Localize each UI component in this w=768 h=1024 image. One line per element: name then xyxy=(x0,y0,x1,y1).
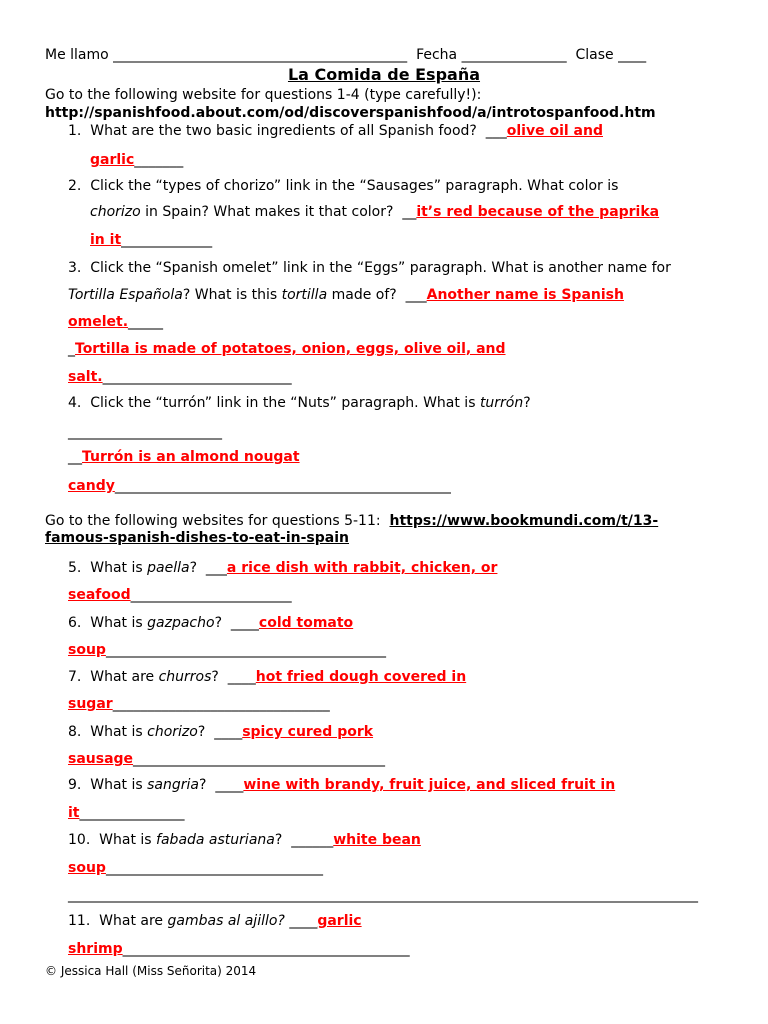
q6-answer-a: cold tomato xyxy=(258,615,354,631)
q7-lead: ____ xyxy=(227,669,256,685)
q2-tail: _____________ xyxy=(121,232,213,248)
q10-full-line: __________________________________________________________________________________________ xyxy=(68,887,698,903)
section2-instruction: Go to the following websites for questions 5-11: xyxy=(45,513,381,529)
question-2 xyxy=(68,177,618,195)
q10-tail: _______________________________ xyxy=(105,860,323,876)
q11-answer-b: shrimp xyxy=(68,941,123,957)
footer-copyright: © Jessica Hall (Miss Señorita) 2014 xyxy=(45,964,257,978)
q6-answer-line xyxy=(68,641,386,659)
q4-blank: ______________________ xyxy=(68,424,222,440)
q6-answer-b: soup xyxy=(68,642,106,658)
q10-answer-a: white bean xyxy=(333,832,421,848)
question-8 xyxy=(68,723,373,741)
q9-number: 9. xyxy=(68,777,82,793)
name-blank: __________________________________________ xyxy=(113,47,408,63)
q3-text-a: Click the “Spanish omelet” link in the “Eggs” paragraph. What is another name for xyxy=(90,260,671,276)
q6-number: 6. xyxy=(68,615,82,631)
q3-italic-1: Tortilla Española xyxy=(68,287,183,303)
q10-italic: fabada asturiana xyxy=(156,832,275,848)
q9-italic: sangria xyxy=(147,777,199,793)
q8-post: ? xyxy=(197,724,206,740)
q3-answer-line-2 xyxy=(68,340,506,358)
q4-answer-b: candy xyxy=(68,478,115,494)
q4-answer-line-1 xyxy=(68,448,300,466)
q10-post: ? xyxy=(274,832,283,848)
q2-italic: chorizo xyxy=(90,204,141,220)
q2-number: 2. xyxy=(68,178,82,194)
page-title: La Comida de España xyxy=(287,65,481,84)
q5-number: 5. xyxy=(68,560,82,576)
date-label: Fecha xyxy=(416,47,458,63)
q11-pre: What are xyxy=(99,913,164,929)
q7-italic: churros xyxy=(158,669,212,685)
q6-lead: ____ xyxy=(230,615,259,631)
q3-tail-b: _____ xyxy=(128,314,164,330)
q5-answer-b: seafood xyxy=(68,587,131,603)
q7-answer-line xyxy=(68,695,330,713)
q8-number: 8. xyxy=(68,724,82,740)
q7-post: ? xyxy=(211,669,219,685)
q2-lead: __ xyxy=(402,204,417,220)
q6-tail: ________________________________________ xyxy=(105,642,386,658)
q8-answer-b: sausage xyxy=(68,751,134,767)
q5-answer-line xyxy=(68,586,292,604)
q8-lead: ____ xyxy=(214,724,243,740)
q2-line-b xyxy=(90,203,659,221)
section1-instruction: Go to the following website for questions 1-4 (type carefully!): xyxy=(45,87,482,103)
name-label: Me llamo xyxy=(45,47,109,63)
q2-answer-line xyxy=(90,231,212,249)
q3-answer-d: salt. xyxy=(68,369,103,385)
date-blank: _______________ xyxy=(461,47,567,63)
question-1 xyxy=(68,122,603,140)
q3-answer-b: omelet. xyxy=(68,314,129,330)
q5-tail: _______________________ xyxy=(130,587,292,603)
q3-answer-line-3 xyxy=(68,368,292,386)
q11-answer-line xyxy=(68,940,410,958)
question-6 xyxy=(68,614,353,632)
q5-lead: ___ xyxy=(205,560,227,576)
q7-answer-a: hot fried dough covered in xyxy=(255,669,467,685)
section2-instruction-line xyxy=(45,512,658,530)
q1-answer-line xyxy=(90,151,183,169)
q9-pre: What is xyxy=(90,777,143,793)
q10-pre: What is xyxy=(99,832,152,848)
q5-answer-a: a rice dish with rabbit, chicken, or xyxy=(226,560,498,576)
q3-text-b-mid: ? What is this xyxy=(182,287,278,303)
q9-post: ? xyxy=(199,777,207,793)
q5-italic: paella xyxy=(147,560,190,576)
question-4 xyxy=(68,394,531,412)
q9-answer-line xyxy=(68,804,185,822)
q6-italic: gazpacho xyxy=(147,615,215,631)
q4-answer-line-2 xyxy=(68,477,451,495)
section2-url-b[interactable]: famous-spanish-dishes-to-eat-in-spain xyxy=(45,530,350,546)
question-10 xyxy=(68,831,421,849)
q4-number: 4. xyxy=(68,395,82,411)
q3-line-b xyxy=(68,286,624,304)
q9-answer-a: wine with brandy, fruit juice, and sliced fruit in xyxy=(243,777,616,793)
q3-lead: ___ xyxy=(405,287,427,303)
q7-number: 7. xyxy=(68,669,82,685)
q4-text-a: Click the “turrón” link in the “Nuts” paragraph. What is xyxy=(90,395,476,411)
q8-answer-a: spicy cured pork xyxy=(242,724,374,740)
question-11 xyxy=(68,912,362,930)
q2-answer-b: in it xyxy=(90,232,122,248)
q7-tail: _______________________________ xyxy=(112,696,330,712)
q8-pre: What is xyxy=(90,724,143,740)
question-3 xyxy=(68,259,671,277)
q8-italic: chorizo xyxy=(147,724,198,740)
q1-tail: _______ xyxy=(134,152,184,168)
q10-answer-b: soup xyxy=(68,860,106,876)
q4-text-end: ? xyxy=(523,395,531,411)
q5-post: ? xyxy=(189,560,198,576)
q11-italic: gambas al ajillo? xyxy=(167,913,285,929)
q3-answer-c: Tortilla is made of potatoes, onion, eggs, olive oil, and xyxy=(75,341,506,357)
q7-answer-b: sugar xyxy=(68,696,113,712)
q1-lead: ___ xyxy=(485,123,507,139)
q3-answer-a: Another name is Spanish xyxy=(426,287,624,303)
q4-answer-a: Turrón is an almond nougat xyxy=(82,449,300,465)
q2-answer-a: it’s red because of the paprika xyxy=(416,204,660,220)
question-9 xyxy=(68,776,615,794)
q10-number: 10. xyxy=(68,832,91,848)
q11-lead: ____ xyxy=(289,913,318,929)
q1-text: What are the two basic ingredients of all Spanish food? xyxy=(90,123,477,139)
q9-lead: ____ xyxy=(215,777,244,793)
section1-url[interactable]: http://spanishfood.about.com/od/discoverspanishfood/a/introtospanfood.htm xyxy=(45,105,656,121)
q5-pre: What is xyxy=(90,560,143,576)
section2-url-a[interactable]: https://www.bookmundi.com/t/13- xyxy=(389,513,659,529)
q3-answer-line-1 xyxy=(68,313,163,331)
q9-answer-b: it xyxy=(68,805,80,821)
question-7 xyxy=(68,668,466,686)
q6-post: ? xyxy=(214,615,222,631)
q1-number: 1. xyxy=(68,123,82,139)
q3-lead-c: _ xyxy=(68,341,75,357)
q4-italic: turrón xyxy=(479,395,524,411)
q11-answer-a: garlic xyxy=(317,913,362,929)
class-label: Clase xyxy=(575,47,614,63)
q10-answer-line xyxy=(68,859,323,877)
q9-tail: _______________ xyxy=(79,805,185,821)
q7-pre: What are xyxy=(90,669,155,685)
q3-tail-d: ___________________________ xyxy=(102,369,292,385)
q4-lead: __ xyxy=(68,449,82,465)
q10-lead: ______ xyxy=(291,832,334,848)
q6-pre: What is xyxy=(90,615,143,631)
q1-answer-b: garlic xyxy=(90,152,135,168)
header-line xyxy=(45,46,646,64)
q1-answer-a: olive oil and xyxy=(506,123,603,139)
question-5 xyxy=(68,559,497,577)
q2-text-b: in Spain? What makes it that color? xyxy=(145,204,394,220)
q8-answer-line xyxy=(68,750,385,768)
q3-italic-2: tortilla xyxy=(281,287,328,303)
q11-tail: _________________________________________ xyxy=(122,941,410,957)
q3-text-b-end: made of? xyxy=(331,287,397,303)
q8-tail: ____________________________________ xyxy=(133,751,386,767)
q2-text-a: Click the “types of chorizo” link in the “Sausages” paragraph. What color is xyxy=(90,178,619,194)
q3-number: 3. xyxy=(68,260,82,276)
class-blank: ____ xyxy=(618,47,647,63)
q11-number: 11. xyxy=(68,913,91,929)
q4-tail: ________________________________________________ xyxy=(114,478,451,494)
